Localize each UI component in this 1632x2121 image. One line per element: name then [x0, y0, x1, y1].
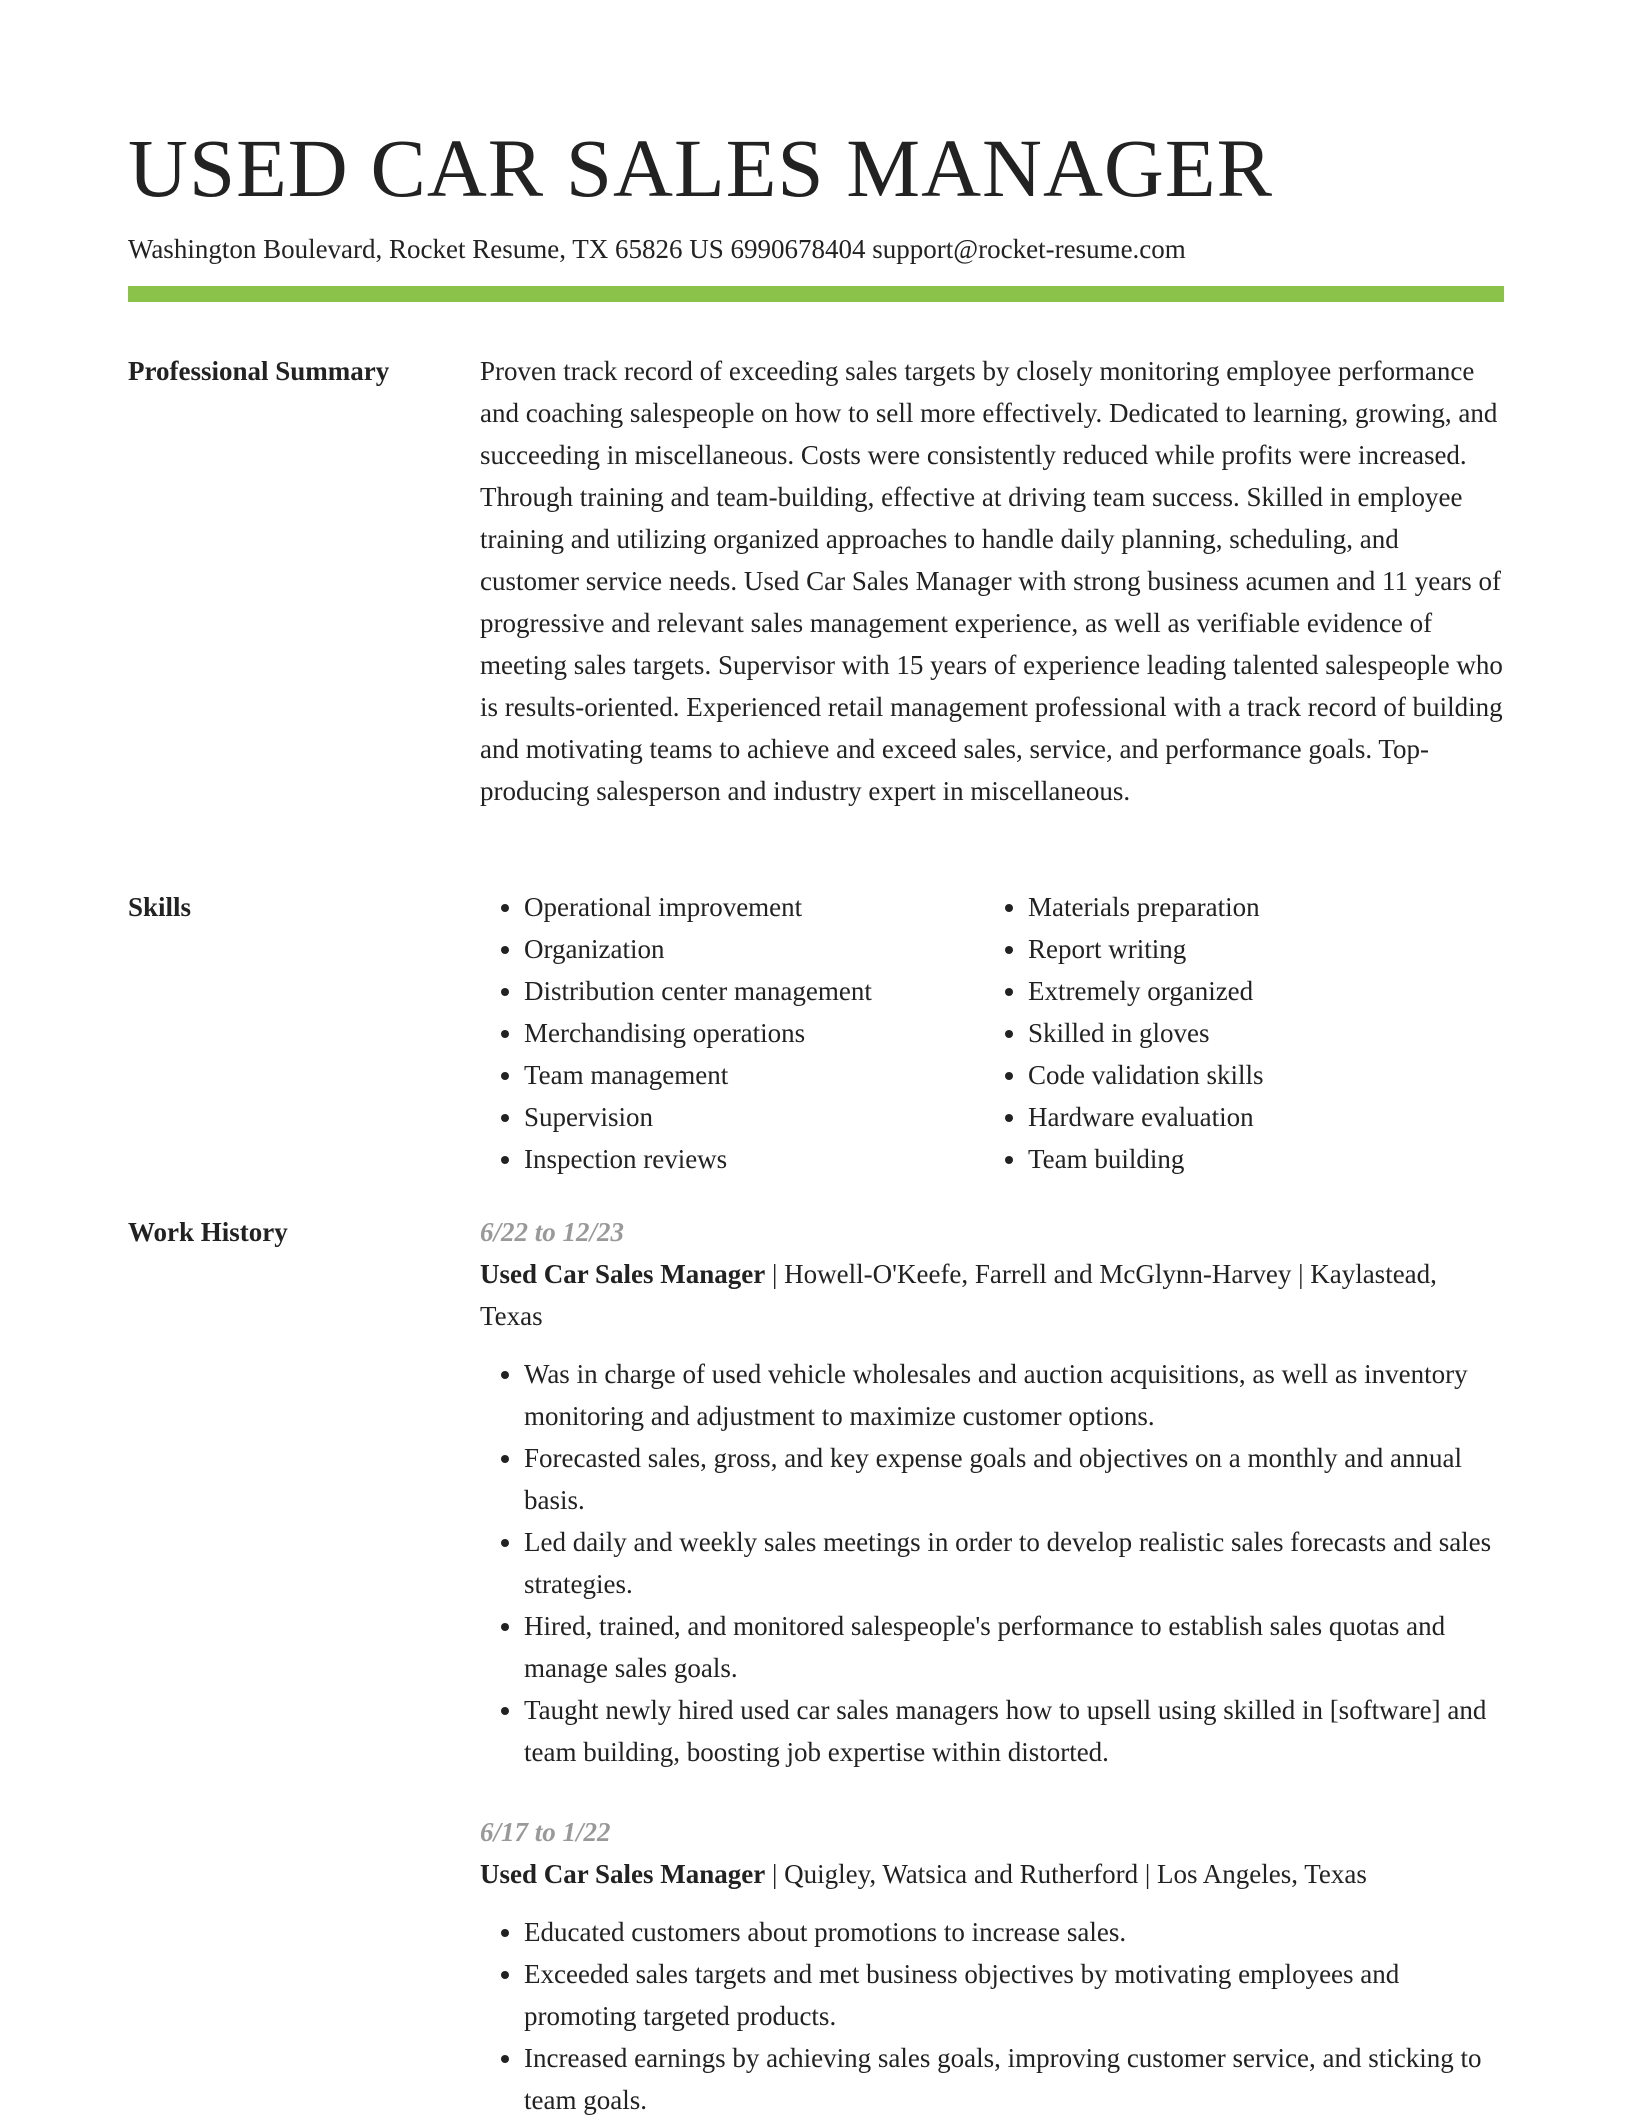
job-employer-location: | Howell-O'Keefe, Farrell and McGlynn-Harvey | Kaylastead, Texas [480, 1259, 1437, 1331]
job-title: Used Car Sales Manager [480, 1859, 766, 1889]
job-heading [480, 1253, 1504, 1337]
skill-item: • Code validation skills [1028, 1054, 1488, 1096]
job-duty: • Educated customers about promotions to increase sales. [524, 1911, 1504, 1953]
contact-line: Washington Boulevard, Rocket Resume, TX 65826 US 6990678404 support@rocket-resume.com [128, 234, 1186, 264]
skill-item: • Hardware evaluation [1028, 1096, 1488, 1138]
job-heading [480, 1853, 1504, 1895]
skill-item: • Organization [524, 928, 984, 970]
job-dates: 6/17 to 1/22 [480, 1817, 611, 1847]
skill-item: • Skilled in gloves [1028, 1012, 1488, 1054]
resume-title: USED CAR SALES MANAGER [128, 122, 1273, 214]
summary-heading: Professional Summary [128, 356, 390, 386]
job-title: Used Car Sales Manager [480, 1259, 766, 1289]
skill-item: • Distribution center management [524, 970, 984, 1012]
skill-item: • Report writing [1028, 928, 1488, 970]
job-duty: • Forecasted sales, gross, and key expense goals and objectives on a monthly and annual basis. [524, 1437, 1504, 1521]
job-dates: 6/22 to 12/23 [480, 1217, 625, 1247]
skill-item: • Extremely organized [1028, 970, 1488, 1012]
accent-divider [128, 286, 1504, 302]
job-entry [480, 1211, 1504, 1773]
skill-item: • Supervision [524, 1096, 984, 1138]
skills-heading: Skills [128, 892, 192, 922]
work-history-body [480, 1211, 1504, 2121]
skill-item: • Operational improvement [524, 886, 984, 928]
skill-item: • Merchandising operations [524, 1012, 984, 1054]
skills-body [480, 886, 1504, 1180]
job-duty: • Increased earnings by achieving sales goals, improving customer service, and sticking to team goals. [524, 2037, 1504, 2121]
skill-item: • Inspection reviews [524, 1138, 984, 1180]
job-duties-list [480, 1353, 1504, 1773]
summary-text: Proven track record of exceeding sales targets by closely monitoring employee performance and coaching salespeople on how to sell more effectively. Dedicated to learning, growing, and succeeding in miscellaneous. Costs were consistently reduced while profits were increased. Through training and team-building, effective at driving team success. Skilled in employee training and utilizing organized approaches to handle daily planning, scheduling, and customer service needs. Used Car Sales Manager with strong business acumen and 11 years of progressive and relevant sales management experience, as well as verifiable evidence of meeting sales targets. Supervisor with 15 years of experience leading talented salespeople who is results-oriented. Experienced retail management professional with a track record of building and motivating teams to achieve and exceed sales, service, and performance goals. Top-producing salesperson and industry expert in miscellaneous. [480, 356, 1503, 806]
job-duty: • Led daily and weekly sales meetings in order to develop realistic sales forecasts and sales strategies. [524, 1521, 1504, 1605]
job-duty: • Taught newly hired used car sales managers how to upsell using skilled in [software] and team building, boosting job expertise within distorted. [524, 1689, 1504, 1773]
job-entry [480, 1811, 1504, 2121]
job-duty: • Hired, trained, and monitored salespeople's performance to establish sales quotas and manage sales goals. [524, 1605, 1504, 1689]
job-employer-location: | Quigley, Watsica and Rutherford | Los Angeles, Texas [765, 1859, 1367, 1889]
job-duty: • Exceeded sales targets and met business objectives by motivating employees and promoting targeted products. [524, 1953, 1504, 2037]
skills-list-left [480, 886, 984, 1180]
job-duty: • Was in charge of used vehicle wholesales and auction acquisitions, as well as inventory monitoring and adjustment to maximize customer options. [524, 1353, 1504, 1437]
skill-item: • Materials preparation [1028, 886, 1488, 928]
summary-body [480, 350, 1504, 812]
skill-item: • Team management [524, 1054, 984, 1096]
skill-item: • Team building [1028, 1138, 1488, 1180]
work-history-heading: Work History [128, 1217, 288, 1247]
job-duties-list [480, 1911, 1504, 2121]
skills-list-right [984, 886, 1488, 1180]
